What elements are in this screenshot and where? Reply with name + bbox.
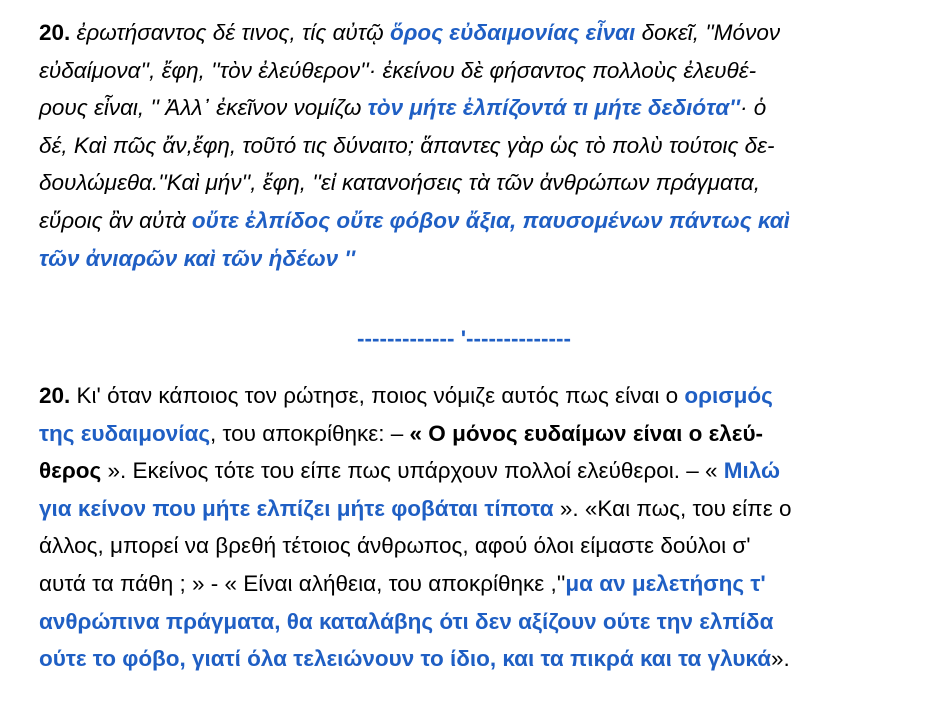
modern-line-4 xyxy=(39,490,899,528)
ancient-highlight: οὔτε ἐλπίδος οὔτε φόβον ἄξια, παυσομένων πάντως καὶ xyxy=(191,207,790,233)
modern-text: ». «Και πως, του είπε ο xyxy=(553,495,792,521)
modern-bold-quote: θερος xyxy=(39,458,102,484)
ancient-greek-paragraph xyxy=(39,14,899,277)
section-separator: ------------- '-------------- xyxy=(357,326,571,351)
modern-line-8 xyxy=(39,640,899,678)
modern-line-2 xyxy=(39,415,899,453)
ancient-paragraph-number: 20. xyxy=(39,20,71,45)
modern-text: , του αποκρίθηκε: – xyxy=(210,420,410,446)
modern-text: ». xyxy=(771,646,790,672)
ancient-line-2: εὐδαίμονα'', ἔφη, ''τὸν ἐλεύθερον''· ἐκείνου δὲ φήσαντος πολλοὺς ἐλευθέ- xyxy=(39,57,757,83)
modern-highlight: ούτε το φόβο, γιατί όλα τελειώνουν το ίδιο, και τα πικρά και τα γλυκά xyxy=(39,646,772,672)
modern-text: Κι' όταν κάποιος τον ρώτησε, ποιος νόμιζε αυτός πως είναι ο xyxy=(70,383,685,408)
modern-line-1 xyxy=(39,377,899,415)
ancient-line-3 xyxy=(39,89,899,127)
modern-line-5: άλλος, μπορεί να βρεθή τέτοιος άνθρωπος, αφού όλοι είμαστε δούλοι σ' xyxy=(39,533,751,559)
modern-bold-quote: « Ο μόνος ευδαίμων είναι ο ελεύ- xyxy=(409,420,764,446)
modern-line-6 xyxy=(39,565,899,603)
ancient-highlight: ὅρος εὐδαιμονίας εἶναι xyxy=(389,20,636,45)
modern-line-7: ανθρώπινα πράγματα, θα καταλάβης ότι δεν αξίζουν ούτε την ελπίδα xyxy=(39,608,774,634)
ancient-line-6 xyxy=(39,202,899,240)
ancient-text: ἐρωτήσαντος δέ τινος, τίς αὐτῷ xyxy=(70,20,390,45)
modern-highlight: της ευδαιμονίας xyxy=(39,420,211,446)
modern-highlight: για κείνον που μήτε ελπίζει μήτε φοβάται τίποτα xyxy=(39,495,554,521)
modern-greek-paragraph xyxy=(39,377,899,678)
ancient-line-1 xyxy=(39,14,899,52)
modern-highlight: ορισμός xyxy=(684,383,773,408)
modern-paragraph-number: 20. xyxy=(39,383,71,408)
ancient-text: · ὁ xyxy=(740,95,767,121)
ancient-text: ρους εἶναι, '' Ἀλλ᾽ ἐκεῖνον νομίζω xyxy=(39,95,368,121)
modern-highlight: Μιλώ xyxy=(723,458,781,484)
modern-text: ». Εκείνος τότε του είπε πως υπάρχουν πολλοί ελεύθεροι. – « xyxy=(101,458,724,484)
ancient-line-7: τῶν ἀνιαρῶν καὶ τῶν ἡδέων '' xyxy=(39,245,356,271)
modern-line-3 xyxy=(39,452,899,490)
ancient-line-4: δέ, Καὶ πῶς ἄν,ἔφη, τοῦτό τις δύναιτο; ἅπαντες γὰρ ὡς τὸ πολὺ τούτοις δε- xyxy=(39,132,775,158)
ancient-highlight: τὸν μήτε ἐλπίζοντά τι μήτε δεδιότα'' xyxy=(367,95,741,121)
ancient-text: δοκεῖ, ''Μόνον xyxy=(635,20,781,45)
modern-highlight: μα αν μελετήσης τ' xyxy=(565,570,766,596)
ancient-text: εὕροις ἂν αὐτὰ xyxy=(39,207,192,233)
modern-text: αυτά τα πάθη ; » - « Είναι αλήθεια, του αποκρίθηκε ,'' xyxy=(39,570,566,596)
ancient-line-5: δουλώμεθα.''Καὶ μήν'', ἔφη, ''εἰ κατανοήσεις τὰ τῶν ἀνθρώπων πράγματα, xyxy=(39,170,760,196)
